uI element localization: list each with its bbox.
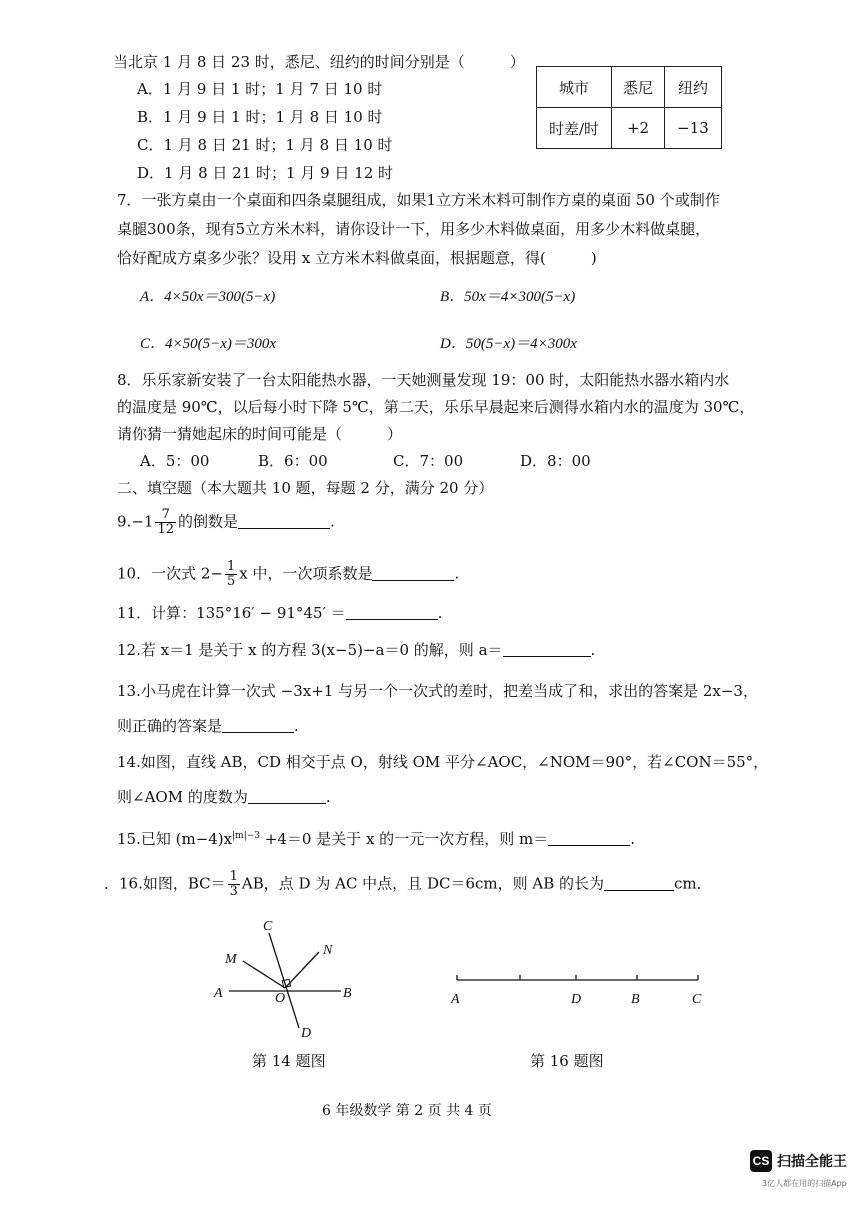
q13-line-2: [117, 716, 299, 736]
q7-line-1: 7．一张方桌由一个桌面和四条桌腿组成，如果1立方米木料可制作方桌的桌面 50 个或制作: [117, 191, 720, 209]
table-header-city: 城市: [537, 67, 612, 108]
q7-option-a: A．4×50x＝300(5−x): [140, 289, 276, 305]
q14-line-2: [117, 787, 331, 807]
q9-numerator: 7: [155, 508, 176, 523]
q8-line-3: 请你猜一猜她起床的时间可能是（ ）: [117, 425, 403, 443]
q13-text: 则正确的答案是: [117, 717, 223, 735]
q6-stem: 当北京 1 月 8 日 23 时，悉尼、纽约的时间分别是（ ）: [113, 53, 525, 71]
q9-fraction: [155, 508, 176, 537]
label-m: M: [225, 952, 237, 967]
q11-end: .: [437, 604, 443, 622]
q11-answer-blank[interactable]: [346, 603, 438, 620]
q10-denominator: 5: [226, 574, 236, 589]
q11-text: 11．计算：135°16′ − 91°45′ ＝: [117, 604, 346, 622]
q8-option-b: B．6：00: [258, 452, 328, 470]
q15-end: .: [630, 830, 635, 848]
logo-name: 扫描全能王: [777, 1154, 847, 1170]
q16-denominator: 3: [229, 884, 238, 899]
q16-fraction: [228, 870, 240, 899]
q6-option-c: C．1 月 8 日 21 时；1 月 8 日 10 时: [137, 136, 393, 154]
q15-prefix: 15.已知 (m−4)x: [117, 830, 233, 848]
figure-16-diagram: [445, 965, 715, 1010]
label-b: B: [631, 992, 640, 1007]
q8-option-d: D．8：00: [520, 452, 591, 470]
table-cell-newyork: −13: [665, 108, 722, 149]
q13-end: .: [294, 717, 299, 735]
q16: [104, 870, 712, 899]
label-n: N: [323, 943, 333, 958]
q7-option-d: D．50(5−x)＝4×300x: [440, 336, 577, 352]
label-a: A: [451, 992, 460, 1007]
page-footer: 6 年级数学 第 2 页 共 4 页: [322, 1103, 492, 1119]
section-heading: 二、填空题（本大题共 10 题，每题 2 分，满分 20 分）: [117, 479, 494, 497]
q10: [117, 560, 459, 589]
figure-14-diagram: [205, 910, 365, 1045]
q11: [117, 603, 442, 623]
q16-prefix: ．16.如图，BC＝: [104, 874, 226, 893]
q12-end: .: [590, 641, 596, 659]
q10-fraction: [225, 560, 237, 589]
label-d: D: [571, 992, 582, 1007]
q13-line-1: 13.小马虎在计算一次式 −3x+1 与另一个一次式的差时，把差当成了和，求出的答案是 2x−3，: [117, 682, 758, 700]
q7-line-3: 恰好配成方桌多少张？设用 x 立方米木料做桌面，根据题意，得( ): [117, 249, 597, 267]
label-a: A: [214, 986, 223, 1001]
label-o: O: [275, 991, 286, 1006]
q9-prefix: 9.−1: [117, 512, 154, 531]
q12: [117, 640, 595, 660]
q6-option-b: B．1 月 9 日 1 时；1 月 8 日 10 时: [137, 108, 383, 126]
q9-end: .: [330, 512, 335, 531]
q6-option-a: A．1 月 9 日 1 时；1 月 7 日 10 时: [137, 80, 383, 98]
q14-text: 则∠AOM 的度数为: [117, 788, 248, 806]
q10-numerator: 1: [226, 559, 236, 574]
q10-answer-blank[interactable]: [372, 564, 454, 581]
q9-text: 的倒数是: [177, 512, 238, 531]
q8-option-a: A．5：00: [140, 452, 210, 470]
q14-line-1: 14.如图，直线 AB，CD 相交于点 O，射线 OM 平分∠AOC，∠NOM＝90°，若∠CON＝55°，: [117, 753, 769, 771]
q8-line-1: 8．乐乐家新安装了一台太阳能热水器，一天她测量发现 19：00 时，太阳能热水器水箱内水: [117, 371, 730, 389]
table-row-label: 时差/时: [537, 108, 612, 149]
q10-end: .: [454, 564, 460, 583]
q9-denominator: 12: [157, 522, 174, 537]
logo-badge: CS: [750, 1150, 772, 1172]
q9-answer-blank[interactable]: [238, 512, 330, 529]
label-c: C: [263, 919, 273, 934]
scanner-logo: [750, 1150, 847, 1172]
time-difference-table: [536, 66, 722, 149]
q15-answer-blank[interactable]: [548, 829, 630, 846]
q15: [117, 826, 635, 849]
q9: [117, 508, 335, 537]
q15-exponent: |m|−3: [232, 831, 260, 841]
q7-option-c: C．4×50(5−x)＝300x: [140, 336, 277, 352]
q10-prefix: 10．一次式 2−: [117, 564, 223, 583]
label-b: B: [343, 986, 352, 1001]
q8-option-c: C．7：00: [393, 452, 464, 470]
q6-option-d: D．1 月 8 日 21 时；1 月 9 日 12 时: [137, 164, 394, 182]
q14-answer-blank[interactable]: [248, 787, 326, 804]
q16-numerator: 1: [229, 869, 238, 884]
q12-answer-blank[interactable]: [503, 640, 591, 657]
table-header-sydney: 悉尼: [612, 67, 665, 108]
figure-16-caption: 第 16 题图: [530, 1052, 604, 1070]
q16-answer-blank[interactable]: [604, 874, 674, 891]
label-d: D: [301, 1026, 312, 1041]
q16-text: AB，点 D 为 AC 中点，且 DC＝6cm，则 AB 的长为: [241, 874, 605, 893]
logo-tagline: 3亿人都在用的扫描App: [762, 1179, 847, 1188]
q14-end: .: [325, 788, 331, 806]
label-c: C: [692, 992, 702, 1007]
q12-text: 12.若 x＝1 是关于 x 的方程 3(x−5)−a＝0 的解，则 a＝: [117, 641, 503, 659]
table-header-newyork: 纽约: [665, 67, 722, 108]
table-cell-sydney: +2: [612, 108, 665, 149]
q16-end: cm．: [674, 874, 712, 893]
figure-14-caption: 第 14 题图: [252, 1052, 326, 1070]
q10-text: x 中，一次项系数是: [239, 564, 373, 583]
q13-answer-blank[interactable]: [222, 716, 294, 733]
q8-line-2: 的温度是 90℃，以后每小时下降 5℃，第二天，乐乐早晨起来后测得水箱内水的温度为 30℃，: [117, 398, 755, 416]
q7-option-b: B．50x＝4×300(5−x): [440, 289, 576, 305]
q15-text: +4＝0 是关于 x 的一元一次方程，则 m＝: [260, 830, 549, 848]
q7-line-2: 桌腿300条，现有5立方米木料，请你设计一下，用多少木料做桌面，用多少木料做桌腿，: [117, 220, 711, 238]
